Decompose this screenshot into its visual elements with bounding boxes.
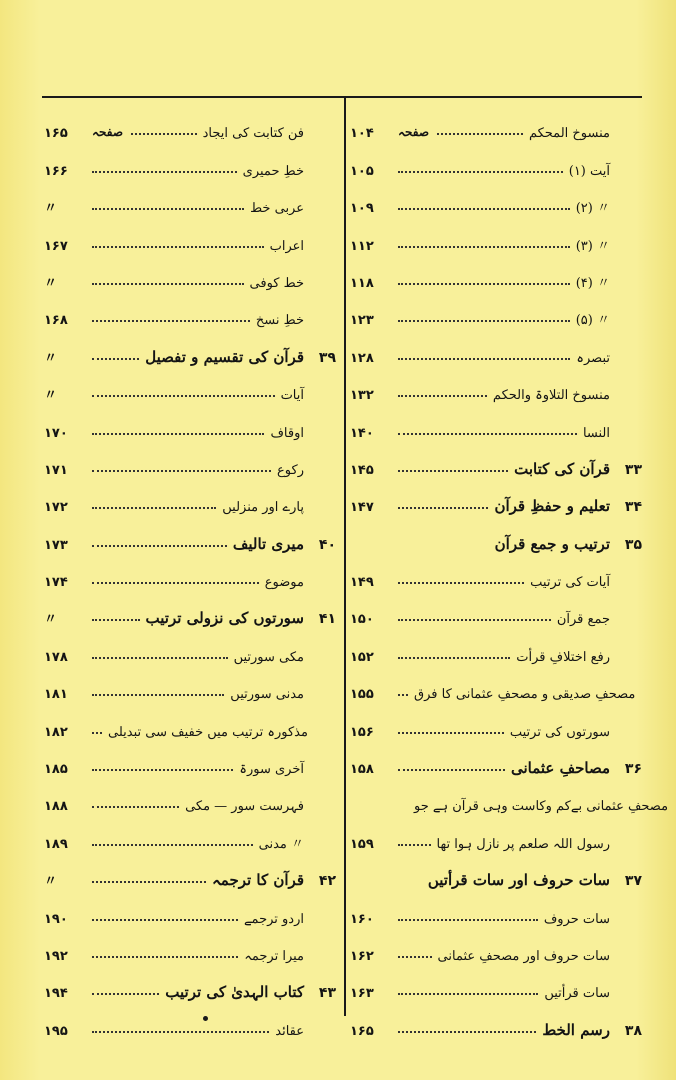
dot-leader [92, 694, 224, 696]
dot-leader [398, 171, 563, 173]
entry-title: سات قرأتیں [544, 986, 610, 1002]
toc-entry [42, 781, 338, 818]
toc-entry [42, 332, 338, 369]
page-number: ۱۶۸ [44, 313, 68, 329]
toc-entry [348, 744, 644, 781]
dot-leader [92, 657, 228, 659]
toc-entry [348, 968, 644, 1005]
entry-title: موضوع [264, 575, 304, 591]
page-number: 〃 [44, 874, 58, 890]
toc-entry [42, 818, 338, 855]
page-number: ۱۰۹ [350, 201, 374, 217]
toc-entry [348, 445, 644, 482]
column-divider [344, 96, 346, 1016]
page-number: 〃 [44, 388, 58, 404]
entry-title: فن کتابت کی ایجاد [202, 126, 304, 142]
dot-leader [398, 1031, 536, 1033]
page-number: ۱۵۲ [350, 649, 374, 665]
page-label: صفحہ [398, 125, 430, 140]
toc-entry [42, 145, 338, 182]
dot-leader [92, 507, 216, 509]
toc-entry [42, 370, 338, 407]
entry-title: پارے اور منزلیں [222, 500, 304, 516]
page-number: 〃 [44, 350, 58, 366]
toc-entry [42, 108, 338, 145]
dot-leader [398, 545, 489, 547]
dot-leader [92, 881, 206, 883]
entry-title: رسم الخط [542, 1020, 610, 1039]
entry-title: اعراب [269, 238, 304, 254]
toc-entry [42, 183, 338, 220]
page-number: ۱۱۲ [350, 238, 374, 254]
entry-title: آیات کی ترتیب [530, 575, 610, 591]
dot-leader [398, 320, 570, 322]
entry-title: 〃 (۵) [575, 313, 610, 329]
top-rule [42, 96, 642, 98]
toc-entry [42, 1005, 338, 1042]
entry-title: میری تالیف [232, 534, 304, 553]
chapter-number: ۳۴ [624, 499, 642, 516]
chapter-number: ۳۳ [624, 461, 642, 478]
page-number: ۱۰۴ [350, 126, 374, 142]
entry-title: مصاحفِ عثمانی [510, 759, 610, 778]
entry-title: رفع اختلافِ قرأت [516, 649, 610, 665]
dot-leader [398, 470, 508, 472]
dot-leader [131, 133, 197, 135]
dot-leader [92, 582, 259, 584]
toc-entry [42, 557, 338, 594]
page-number: ۱۳۲ [350, 388, 374, 404]
toc-entry [348, 781, 669, 818]
toc-entry [42, 744, 338, 781]
toc-entry [42, 594, 338, 631]
toc-entry [42, 407, 338, 444]
dot-leader [92, 171, 237, 173]
toc-entry [42, 856, 338, 893]
dot-leader [398, 769, 505, 771]
toc-entry [348, 482, 644, 519]
dot-leader [398, 993, 538, 995]
dot-leader [92, 619, 140, 621]
dot-leader [398, 358, 570, 360]
dot-leader [92, 208, 244, 210]
entry-title: تعلیم و حفظِ قرآن [494, 497, 610, 516]
page-number: ۱۲۳ [350, 313, 374, 329]
left-column [42, 108, 338, 1039]
entry-title: النسا [582, 425, 610, 441]
chapter-number: ۴۱ [318, 611, 336, 628]
page-number: ۱۷۳ [44, 537, 68, 553]
toc-entry [348, 1005, 644, 1042]
toc-entry [42, 669, 338, 706]
toc-entry [42, 445, 338, 482]
toc-entry [348, 706, 644, 743]
entry-title: ترتیب و جمع قرآن [494, 534, 610, 553]
toc-entry [348, 108, 644, 145]
dot-leader [92, 769, 233, 771]
entry-title: کتاب الہدیٰ کی ترتیب [165, 983, 304, 1002]
dot-leader [398, 844, 431, 846]
dot-leader [92, 320, 250, 322]
toc-entry [348, 370, 644, 407]
dot-leader [92, 283, 244, 285]
page-number: 〃 [44, 275, 58, 291]
toc-entry [42, 295, 338, 332]
page-number: ۱۲۸ [350, 350, 374, 366]
dot-leader [92, 993, 159, 995]
toc-entry [348, 407, 644, 444]
toc-entry [348, 818, 644, 855]
dot-leader [398, 283, 570, 285]
right-column [348, 108, 669, 1039]
entry-title: سات حروف اور مصحفِ عثمانی [437, 948, 610, 964]
toc-entry [42, 631, 338, 668]
toc-entry [348, 669, 644, 706]
entry-title: قرآن کی کتابت [514, 459, 610, 478]
entry-title: فہرست سور — مکی [185, 799, 304, 815]
entry-title: خطِ نسخ [255, 313, 304, 329]
toc-entry [42, 931, 338, 968]
entry-title: قرآن کا ترجمہ [212, 871, 304, 890]
toc-entry [42, 519, 338, 556]
dot-leader [92, 919, 238, 921]
chapter-number: ۳۶ [624, 761, 642, 778]
dot-leader [398, 507, 488, 509]
toc-entry [348, 557, 644, 594]
toc-entry [42, 482, 338, 519]
entry-title: مدنی سورتیں [230, 687, 304, 703]
toc-entry [348, 295, 644, 332]
page-number: ۱۴۹ [350, 575, 374, 591]
dot-leader [92, 956, 238, 958]
toc-entry [348, 332, 644, 369]
page-number: ۱۵۵ [350, 687, 374, 703]
page-number: ۱۶۰ [350, 911, 374, 927]
toc-entry [348, 220, 644, 257]
page-number: ۱۷۰ [44, 425, 68, 441]
ink-dot [203, 1016, 208, 1021]
entry-title: عربی خط [250, 201, 304, 217]
entry-title: رسول اللہ صلعم پر نازل ہوا تھا [436, 836, 610, 852]
dot-leader [92, 844, 253, 846]
entry-title: مصحفِ صدیقی و مصحفِ عثمانی کا فرق [414, 687, 636, 703]
page-number: ۱۷۲ [44, 500, 68, 516]
page-number: ۱۷۱ [44, 462, 68, 478]
entry-title: سورتوں کی نزولی ترتیب [145, 609, 304, 628]
toc-entry [348, 631, 644, 668]
page-number: 〃 [44, 612, 58, 628]
dot-leader [92, 1031, 269, 1033]
toc-entry [348, 258, 644, 295]
page-number: ۱۹۲ [44, 948, 68, 964]
entry-title: آیات [280, 388, 304, 404]
dot-leader [92, 545, 227, 547]
chapter-number: ۴۰ [318, 536, 336, 553]
page-number: ۱۴۰ [350, 425, 374, 441]
toc-entry [42, 706, 338, 743]
toc-entry [348, 519, 644, 556]
page-number: ۱۶۵ [350, 1023, 374, 1039]
dot-leader [92, 246, 264, 248]
entry-title: رکوع [277, 462, 304, 478]
page-number: ۱۹۴ [44, 986, 68, 1002]
page-number: ۱۵۹ [350, 836, 374, 852]
entry-title: اوقاف [270, 425, 304, 441]
entry-title: منسوخ التلاوۃ والحکم [492, 388, 610, 404]
page-number: ۱۹۵ [44, 1023, 68, 1039]
page-number: ۱۱۸ [350, 275, 374, 291]
page-number: ۱۴۷ [350, 500, 374, 516]
dot-leader [398, 433, 577, 435]
entry-title: 〃 (۴) [575, 275, 610, 291]
toc-entry [348, 856, 644, 893]
dot-leader [398, 956, 432, 958]
page-label: صفحہ [92, 125, 124, 140]
toc-entry [348, 183, 644, 220]
dot-leader [92, 806, 179, 808]
entry-title: سورتوں کی ترتیب [509, 724, 610, 740]
dot-leader [92, 358, 139, 360]
page-number: ۱۶۶ [44, 163, 68, 179]
page-number: ۱۴۵ [350, 462, 374, 478]
page-number: ۱۰۵ [350, 163, 374, 179]
entry-title: سات حروف اور سات قرأتیں [427, 871, 610, 890]
page-number: ۱۸۲ [44, 724, 68, 740]
chapter-number: ۴۳ [318, 985, 336, 1002]
dot-leader [437, 133, 523, 135]
dot-leader [398, 806, 408, 808]
dot-leader [398, 208, 570, 210]
dot-leader [398, 582, 524, 584]
dot-leader [92, 395, 275, 397]
entry-title: تبصرہ [576, 350, 610, 366]
entry-title: خطِ حمیری [242, 163, 304, 179]
toc-entry [42, 258, 338, 295]
chapter-number: ۳۹ [318, 349, 336, 366]
entry-title: میرا ترجمہ [244, 948, 304, 964]
chapter-number: ۴۲ [318, 873, 336, 890]
page-number: ۱۸۸ [44, 799, 68, 815]
entry-title: مکی سورتیں [233, 649, 304, 665]
dot-leader [398, 919, 538, 921]
page-number: ۱۷۸ [44, 649, 68, 665]
dot-leader [92, 433, 264, 435]
toc-entry [42, 968, 338, 1005]
dot-leader [398, 694, 408, 696]
dot-leader [92, 732, 102, 734]
dot-leader [92, 470, 271, 472]
entry-title: 〃 (۲) [575, 201, 610, 217]
page-number: ۱۵۶ [350, 724, 374, 740]
page-number: ۱۶۵ [44, 126, 68, 142]
entry-title: منسوخ المحکم [528, 126, 610, 142]
dot-leader [398, 881, 422, 883]
page-number: ۱۶۳ [350, 986, 374, 1002]
page-number: ۱۹۰ [44, 911, 68, 927]
page-number: 〃 [44, 201, 58, 217]
page-number: ۱۵۸ [350, 762, 374, 778]
dot-leader [398, 657, 510, 659]
dot-leader [398, 246, 570, 248]
toc-entry [348, 145, 644, 182]
entry-title: عقائد [275, 1023, 304, 1039]
page-number: ۱۸۵ [44, 762, 68, 778]
page-number: ۱۷۴ [44, 575, 68, 591]
dot-leader [398, 732, 504, 734]
entry-title: خط کوفی [249, 275, 304, 291]
toc-entry [348, 594, 644, 631]
dot-leader [398, 395, 487, 397]
entry-title: مذکورہ ترتیب میں خفیف سی تبدیلی [108, 724, 308, 740]
page-number: ۱۶۲ [350, 948, 374, 964]
page-number: ۱۵۰ [350, 612, 374, 628]
toc-entry [42, 893, 338, 930]
entry-title: آخری سورۃ [239, 762, 304, 778]
chapter-number: ۳۸ [624, 1022, 642, 1039]
chapter-number: ۳۷ [624, 873, 642, 890]
page-number: ۱۸۹ [44, 836, 68, 852]
entry-title: قرآن کی تقسیم و تفصیل [145, 347, 304, 366]
entry-title: 〃 مدنی [258, 836, 304, 852]
entry-title: اردو ترجمے [243, 911, 304, 927]
chapter-number: ۳۵ [624, 536, 642, 553]
toc-entry [348, 931, 644, 968]
entry-title: آیت (۱) [568, 163, 610, 179]
page-number: ۱۶۷ [44, 238, 68, 254]
entry-title: 〃 (۳) [575, 238, 610, 254]
entry-title: جمع قرآن [556, 612, 610, 628]
toc-entry [348, 893, 644, 930]
page-number: ۱۸۱ [44, 687, 68, 703]
entry-title: سات حروف [543, 911, 610, 927]
toc-entry [42, 220, 338, 257]
entry-title: مصحفِ عثمانی بےکم وکاست وہی قرآن ہے جو [414, 799, 669, 815]
dot-leader [398, 619, 551, 621]
